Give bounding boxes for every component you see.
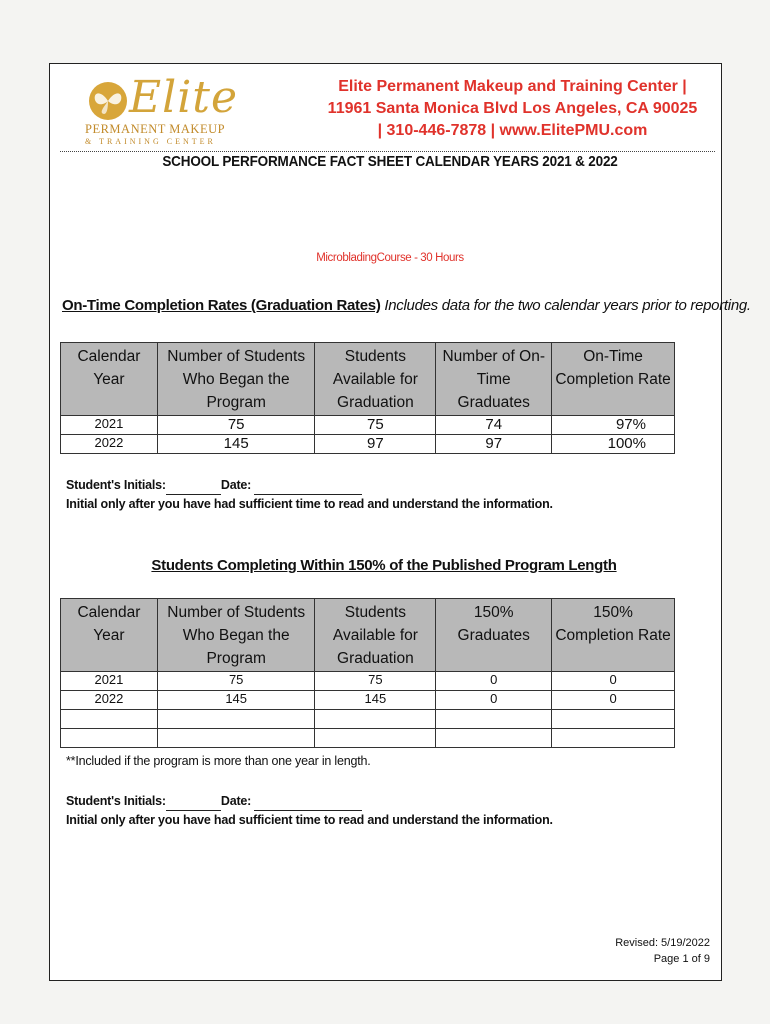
cell-began: 75 bbox=[157, 416, 315, 435]
date-label: Date: bbox=[220, 794, 252, 808]
cell-empty bbox=[436, 710, 552, 729]
cell-graduates: 97 bbox=[436, 435, 552, 454]
header-cell: Number of On- Time Graduates bbox=[436, 343, 552, 416]
table-row bbox=[61, 710, 675, 729]
cell-rate: 0 bbox=[552, 691, 675, 710]
cell-available: 75 bbox=[315, 416, 436, 435]
cell-empty bbox=[61, 710, 158, 729]
header-cell: Calendar Year bbox=[61, 599, 158, 672]
cell-empty bbox=[315, 729, 436, 748]
header-cell: Students Available for Graduation bbox=[315, 343, 436, 416]
program-length-footnote: **Included if the program is more than one year in length. bbox=[66, 754, 371, 768]
header-cell: Number of Students Who Began the Program bbox=[157, 343, 315, 416]
header-line-1: Elite Permanent Makeup and Training Center | bbox=[338, 78, 687, 95]
cell-year: 2022 bbox=[61, 691, 158, 710]
section1-heading-note: Includes data for the two calendar years prior to reporting. bbox=[380, 297, 751, 314]
logo-subtitle: PERMANENT MAKEUP bbox=[85, 122, 226, 136]
completion-150-table bbox=[60, 598, 675, 748]
cell-empty bbox=[552, 710, 675, 729]
cell-empty bbox=[436, 729, 552, 748]
cell-began: 145 bbox=[157, 435, 315, 454]
table-row bbox=[61, 672, 675, 691]
cell-rate: 97% bbox=[552, 416, 675, 435]
cell-year: 2021 bbox=[61, 416, 158, 435]
cell-graduates: 74 bbox=[436, 416, 552, 435]
cell-empty bbox=[157, 729, 315, 748]
cell-rate: 100% bbox=[552, 435, 675, 454]
initials-note: Initial only after you have had sufficient time to read and understand the information. bbox=[66, 813, 553, 827]
cell-available: 75 bbox=[315, 672, 436, 691]
table-header-row bbox=[61, 343, 675, 416]
cell-empty bbox=[157, 710, 315, 729]
cell-empty bbox=[61, 729, 158, 748]
header-cell: 150% Completion Rate bbox=[552, 599, 675, 672]
cell-graduates: 0 bbox=[436, 691, 552, 710]
table-header-row bbox=[61, 599, 675, 672]
initials-block-1 bbox=[66, 476, 553, 514]
header-line-2: 11961 Santa Monica Blvd Los Angeles, CA 90025 bbox=[327, 100, 698, 117]
butterfly-icon bbox=[85, 80, 131, 122]
date-label: Date: bbox=[220, 478, 252, 492]
table-row bbox=[61, 435, 675, 454]
header-divider bbox=[60, 151, 715, 152]
table-row bbox=[61, 691, 675, 710]
initials-label: Student's Initials: bbox=[66, 794, 166, 808]
cell-year: 2021 bbox=[61, 672, 158, 691]
cell-empty bbox=[315, 710, 436, 729]
elite-logo bbox=[85, 72, 238, 150]
page-title: SCHOOL PERFORMANCE FACT SHEET CALENDAR YEARS 2021 & 2022 bbox=[162, 153, 618, 170]
section2-heading: Students Completing Within 150% of the Published Program Length bbox=[151, 557, 617, 574]
cell-empty bbox=[552, 729, 675, 748]
section1-heading-bold: On-Time Completion Rates (Graduation Rates) bbox=[62, 297, 381, 314]
header-line-3: | 310-446-7878 | www.ElitePMU.com bbox=[377, 122, 648, 139]
revision-info bbox=[560, 935, 710, 967]
cell-began: 75 bbox=[157, 672, 315, 691]
cell-began: 145 bbox=[157, 691, 315, 710]
header-cell: Calendar Year bbox=[61, 343, 158, 416]
section1-heading bbox=[62, 297, 751, 314]
logo-tagline: & TRAINING CENTER bbox=[85, 137, 216, 146]
cell-year: 2022 bbox=[61, 435, 158, 454]
header-cell: Students Available for Graduation bbox=[315, 599, 436, 672]
table-row bbox=[61, 729, 675, 748]
logo-word: Elite bbox=[129, 72, 238, 123]
school-header bbox=[300, 76, 725, 142]
header-cell: On-Time Completion Rate bbox=[552, 343, 675, 416]
initials-label: Student's Initials: bbox=[66, 478, 166, 492]
initials-block-2 bbox=[66, 792, 553, 830]
initials-note: Initial only after you have had sufficient time to read and understand the information. bbox=[66, 497, 553, 511]
cell-available: 145 bbox=[315, 691, 436, 710]
course-name: MicrobladingCourse - 30 Hours bbox=[316, 252, 464, 264]
table-row bbox=[61, 416, 675, 435]
document-page bbox=[49, 63, 722, 981]
page-number: Page 1 of 9 bbox=[653, 953, 710, 965]
cell-available: 97 bbox=[315, 435, 436, 454]
revised-date: Revised: 5/19/2022 bbox=[615, 937, 710, 949]
cell-graduates: 0 bbox=[436, 672, 552, 691]
header-cell: 150% Graduates bbox=[436, 599, 552, 672]
cell-rate: 0 bbox=[552, 672, 675, 691]
completion-rates-table bbox=[60, 342, 675, 454]
header-cell: Number of Students Who Began the Program bbox=[157, 599, 315, 672]
